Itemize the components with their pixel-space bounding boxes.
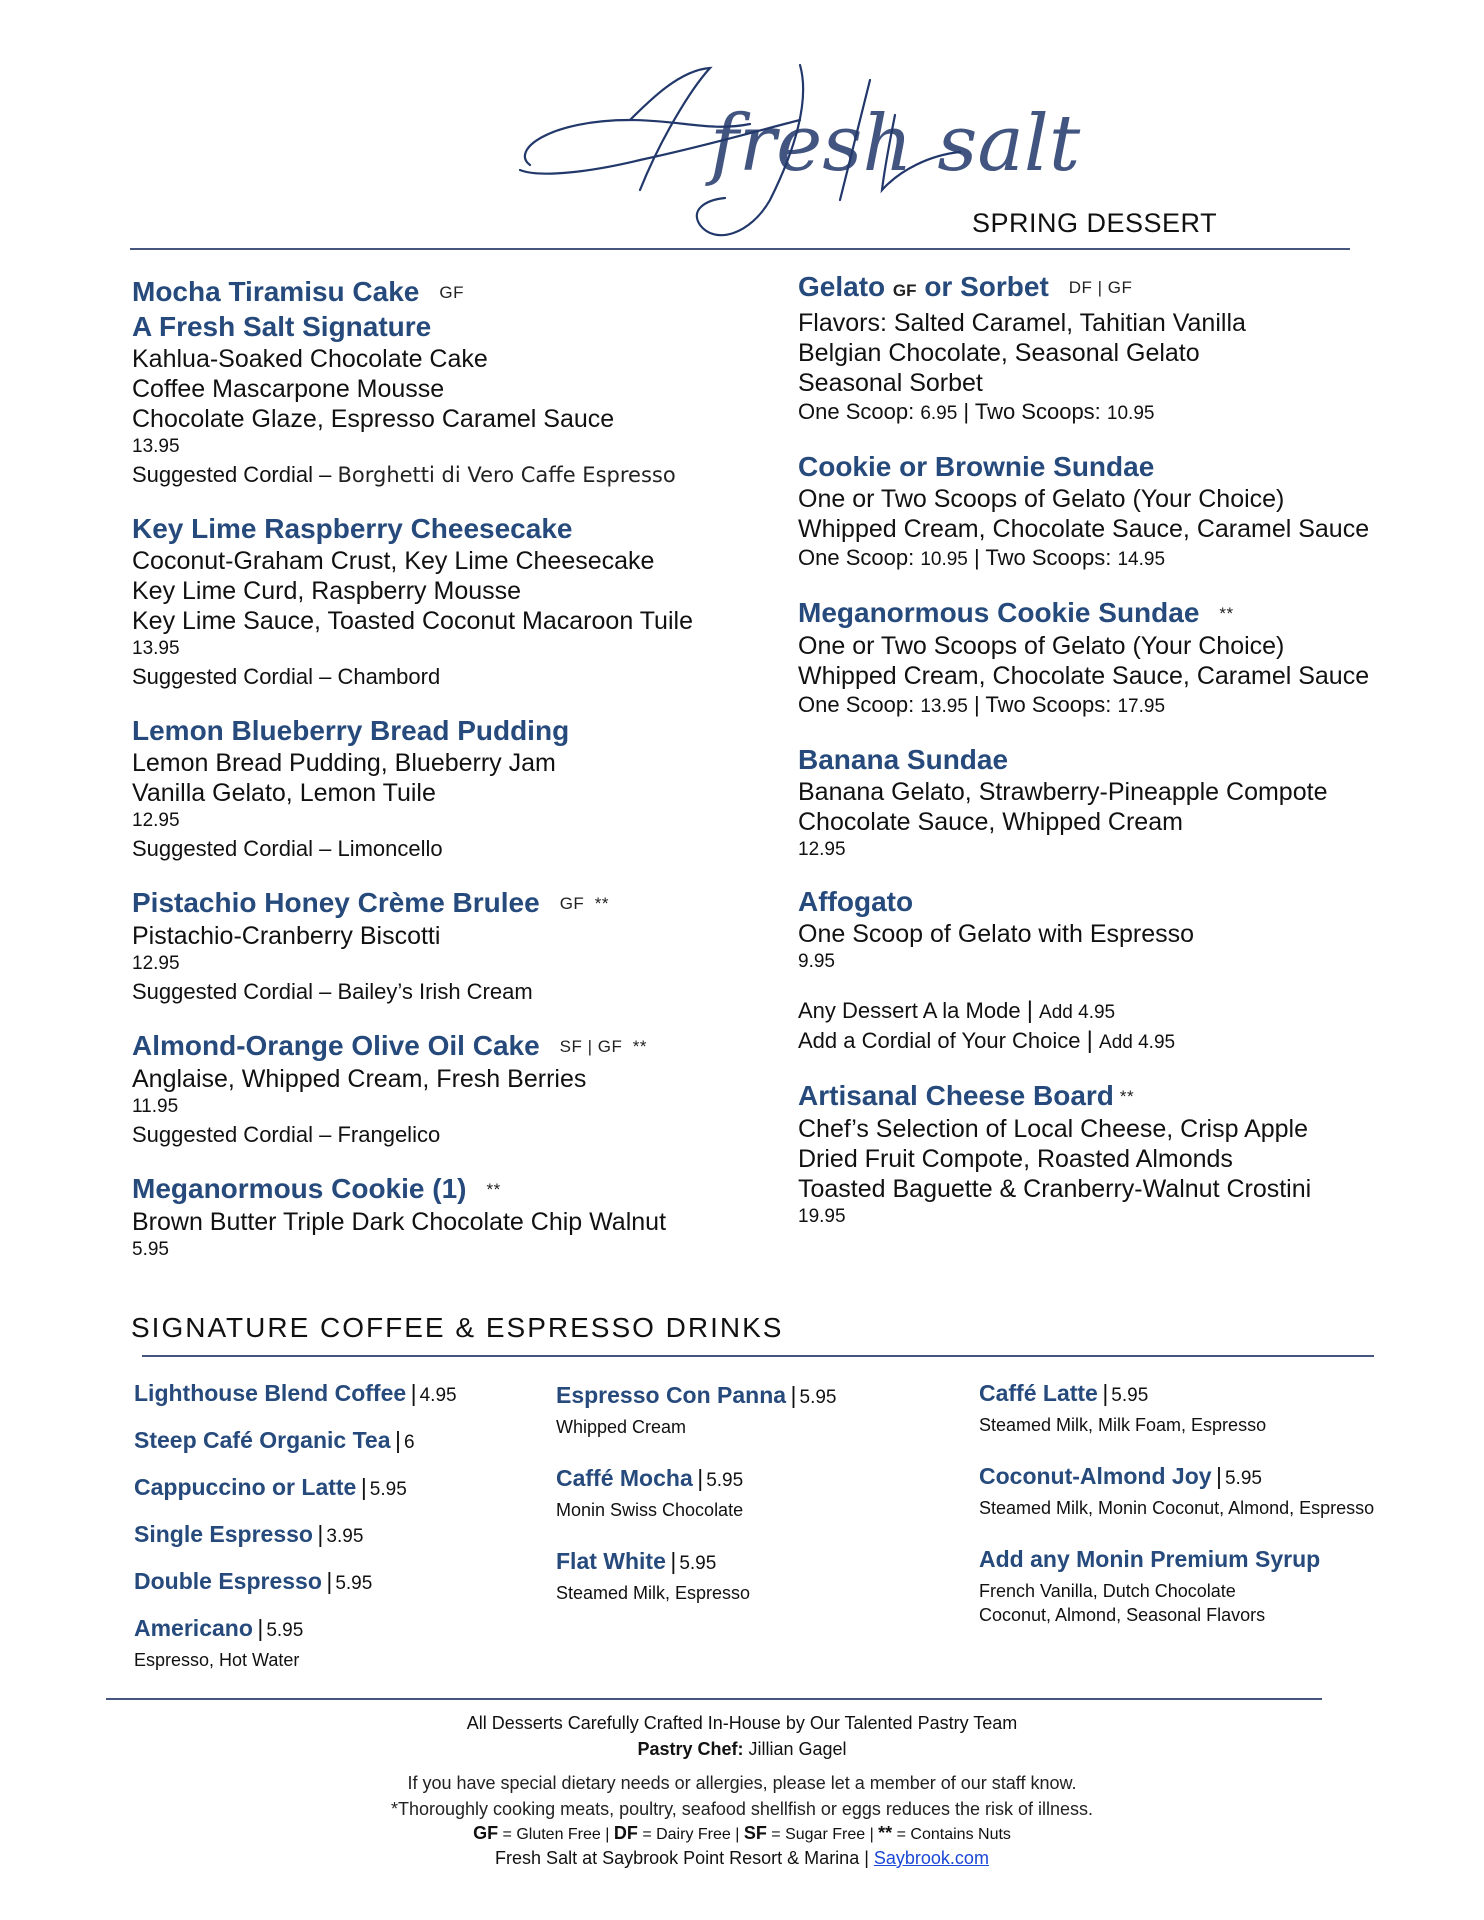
dessert-desc: Dried Fruit Compote, Roasted Almonds bbox=[798, 1145, 1233, 1173]
dessert-price: 12.95 bbox=[798, 839, 846, 860]
diet-tags: ** bbox=[1119, 1087, 1135, 1106]
coffee-divider bbox=[142, 1355, 1374, 1357]
dessert-price: 12.95 bbox=[132, 953, 180, 974]
dessert-key-lime bbox=[132, 512, 752, 692]
drink-item: Steep Café Organic Tea | 6 bbox=[134, 1427, 415, 1453]
dessert-meganormous-sundae bbox=[798, 596, 1438, 721]
dessert-price: 12.95 bbox=[132, 810, 180, 831]
dessert-desc: One or Two Scoops of Gelato (Your Choice) bbox=[798, 632, 1285, 660]
dessert-desc: Key Lime Sauce, Toasted Coconut Macaroon Tuile bbox=[132, 607, 693, 635]
dessert-desc: Whipped Cream, Chocolate Sauce, Caramel Sauce bbox=[798, 515, 1370, 543]
svg-text:fresh salt: fresh salt bbox=[710, 99, 1081, 189]
desserts-right-column bbox=[798, 270, 1438, 1252]
dessert-meganormous-cookie bbox=[132, 1172, 752, 1263]
dessert-desc: Flavors: Salted Caramel, Tahitian Vanilla bbox=[798, 309, 1246, 337]
drink-item: Coconut-Almond Joy | 5.95 Steamed Milk, Monin Coconut, Almond, Espresso bbox=[979, 1463, 1375, 1518]
drink-item: Flat White | 5.95 Steamed Milk, Espresso bbox=[556, 1548, 751, 1603]
dessert-price: 9.95 bbox=[798, 951, 835, 972]
dessert-desc: Anglaise, Whipped Cream, Fresh Berries bbox=[132, 1065, 587, 1093]
desserts-left-column bbox=[132, 275, 752, 1285]
diet-tags: ** bbox=[1219, 604, 1234, 623]
dessert-name: Meganormous Cookie Sundae bbox=[798, 597, 1200, 628]
dessert-desc: Chocolate Sauce, Whipped Cream bbox=[798, 808, 1183, 836]
dessert-desc: Brown Butter Triple Dark Chocolate Chip Walnut bbox=[132, 1208, 667, 1236]
dessert-desc: Vanilla Gelato, Lemon Tuile bbox=[132, 779, 436, 807]
dessert-desc: Chocolate Glaze, Espresso Caramel Sauce bbox=[132, 405, 615, 433]
footer-divider bbox=[106, 1698, 1322, 1700]
scoop-prices: One Scoop: 13.95 | Two Scoops: 17.95 bbox=[798, 692, 1166, 717]
dessert-desc: One or Two Scoops of Gelato (Your Choice) bbox=[798, 485, 1285, 513]
dessert-desc: Kahlua-Soaked Chocolate Cake bbox=[132, 345, 488, 373]
diet-tags: GF bbox=[439, 283, 464, 302]
dessert-name: Mocha Tiramisu Cake bbox=[132, 276, 420, 307]
diet-tags: GF ** bbox=[559, 894, 609, 913]
suggested-cordial: Suggested Cordial – Borghetti di Vero Caffe Espresso bbox=[132, 462, 676, 487]
dessert-desc: Coconut-Graham Crust, Key Lime Cheesecake bbox=[132, 547, 655, 575]
dessert-price: 19.95 bbox=[798, 1206, 846, 1227]
addon-cordial: Add a Cordial of Your Choice | Add 4.95 bbox=[798, 1027, 1176, 1054]
gf-tag: GF bbox=[892, 281, 917, 300]
coffee-column-1 bbox=[134, 1380, 534, 1688]
dessert-name: Pistachio Honey Crème Brulee bbox=[132, 887, 540, 918]
dessert-pistachio-brulee bbox=[132, 886, 752, 1007]
dessert-cheese-board bbox=[798, 1079, 1438, 1230]
dessert-desc: Coffee Mascarpone Mousse bbox=[132, 375, 445, 403]
dessert-name: Gelato bbox=[798, 271, 886, 302]
coffee-section-title: SIGNATURE COFFEE & ESPRESSO DRINKS bbox=[131, 1312, 784, 1343]
header-divider bbox=[130, 248, 1350, 250]
dessert-banana-sundae bbox=[798, 743, 1438, 863]
dessert-name: Meganormous Cookie (1) bbox=[132, 1173, 467, 1204]
footer bbox=[0, 1710, 1484, 1870]
suggested-cordial: Suggested Cordial – Limoncello bbox=[132, 836, 443, 861]
dessert-name-suffix: or Sorbet bbox=[924, 271, 1049, 302]
dessert-lemon-blueberry bbox=[132, 714, 752, 864]
dessert-name: Almond-Orange Olive Oil Cake bbox=[132, 1030, 540, 1061]
crafted-note: All Desserts Carefully Crafted In-House by Our Talented Pastry Team bbox=[466, 1713, 1018, 1733]
dessert-desc: Belgian Chocolate, Seasonal Gelato bbox=[798, 339, 1200, 367]
suggested-cordial: Suggested Cordial – Bailey’s Irish Cream bbox=[132, 979, 533, 1004]
dessert-mocha-tiramisu bbox=[132, 275, 752, 490]
suggested-cordial: Suggested Cordial – Chambord bbox=[132, 664, 441, 689]
drink-item: Lighthouse Blend Coffee | 4.95 bbox=[134, 1380, 457, 1406]
diet-legend: GF = Gluten Free | DF = Dairy Free | SF = Sugar Free | ** = Contains Nuts bbox=[473, 1823, 1011, 1843]
dessert-desc: Banana Gelato, Strawberry-Pineapple Compote bbox=[798, 778, 1328, 806]
dessert-desc: Whipped Cream, Chocolate Sauce, Caramel Sauce bbox=[798, 662, 1370, 690]
dessert-name: Lemon Blueberry Bread Pudding bbox=[132, 715, 570, 746]
scoop-prices: One Scoop: 6.95 | Two Scoops: 10.95 bbox=[798, 399, 1155, 424]
dessert-cookie-brownie-sundae bbox=[798, 450, 1438, 574]
menu-title: SPRING DESSERT bbox=[972, 208, 1218, 238]
coffee-column-2 bbox=[556, 1382, 956, 1621]
allergy-note: If you have special dietary needs or allergies, please let a member of our staff know. bbox=[407, 1773, 1077, 1793]
venue-line: Fresh Salt at Saybrook Point Resort & Marina | Saybrook.com bbox=[495, 1848, 989, 1868]
drink-item: Americano | 5.95 Espresso, Hot Water bbox=[134, 1615, 304, 1670]
coffee-column-3 bbox=[979, 1380, 1419, 1643]
drink-item: Caffé Latte | 5.95 Steamed Milk, Milk Foam, Espresso bbox=[979, 1380, 1267, 1435]
addons bbox=[798, 997, 1438, 1057]
dessert-name: Key Lime Raspberry Cheesecake bbox=[132, 513, 573, 544]
diet-tags: SF | GF ** bbox=[559, 1037, 648, 1056]
dessert-price: 11.95 bbox=[132, 1096, 179, 1117]
diet-tags: ** bbox=[486, 1180, 501, 1199]
dessert-name: Cookie or Brownie Sundae bbox=[798, 451, 1155, 482]
diet-tags: DF | GF bbox=[1068, 278, 1133, 297]
saybrook-link[interactable]: Saybrook.com bbox=[873, 1848, 989, 1868]
pastry-chef: Pastry Chef: Jillian Gagel bbox=[637, 1739, 847, 1759]
drink-item: Add any Monin Premium Syrup French Vanilla, Dutch Chocolate Coconut, Almond, Seasonal Flavors bbox=[979, 1546, 1321, 1625]
dessert-price: 13.95 bbox=[132, 436, 180, 457]
dessert-price: 13.95 bbox=[132, 638, 180, 659]
dessert-affogato bbox=[798, 885, 1438, 975]
dessert-desc: One Scoop of Gelato with Espresso bbox=[798, 920, 1195, 948]
dessert-desc: Seasonal Sorbet bbox=[798, 369, 983, 397]
suggested-cordial: Suggested Cordial – Frangelico bbox=[132, 1122, 441, 1147]
dessert-desc: Key Lime Curd, Raspberry Mousse bbox=[132, 577, 522, 605]
drink-item: Espresso Con Panna | 5.95 Whipped Cream bbox=[556, 1382, 837, 1437]
dessert-price: 5.95 bbox=[132, 1239, 169, 1260]
addon-a-la-mode: Any Dessert A la Mode | Add 4.95 bbox=[798, 997, 1116, 1024]
fresh-salt-logo bbox=[510, 60, 1081, 250]
drink-item: Double Espresso | 5.95 bbox=[134, 1568, 373, 1594]
dessert-name: Banana Sundae bbox=[798, 744, 1009, 775]
dessert-desc: Lemon Bread Pudding, Blueberry Jam bbox=[132, 749, 556, 777]
dessert-name: Artisanal Cheese Board bbox=[798, 1080, 1114, 1111]
drink-item: Single Espresso | 3.95 bbox=[134, 1521, 364, 1547]
scoop-prices: One Scoop: 10.95 | Two Scoops: 14.95 bbox=[798, 545, 1166, 570]
drink-item: Caffé Mocha | 5.95 Monin Swiss Chocolate bbox=[556, 1465, 744, 1520]
dessert-gelato-sorbet bbox=[798, 270, 1438, 428]
dessert-desc: Toasted Baguette & Cranberry-Walnut Crostini bbox=[798, 1175, 1312, 1203]
dessert-desc: Pistachio-Cranberry Biscotti bbox=[132, 922, 441, 950]
dessert-name: Affogato bbox=[798, 886, 914, 917]
drink-item: Cappuccino or Latte | 5.95 bbox=[134, 1474, 407, 1500]
dessert-subtitle: A Fresh Salt Signature bbox=[132, 311, 432, 342]
dessert-desc: Chef’s Selection of Local Cheese, Crisp Apple bbox=[798, 1115, 1309, 1143]
food-safety-warning: *Thoroughly cooking meats, poultry, seafood shellfish or eggs reduces the risk of illness. bbox=[390, 1799, 1094, 1819]
dessert-olive-oil-cake bbox=[132, 1029, 752, 1150]
